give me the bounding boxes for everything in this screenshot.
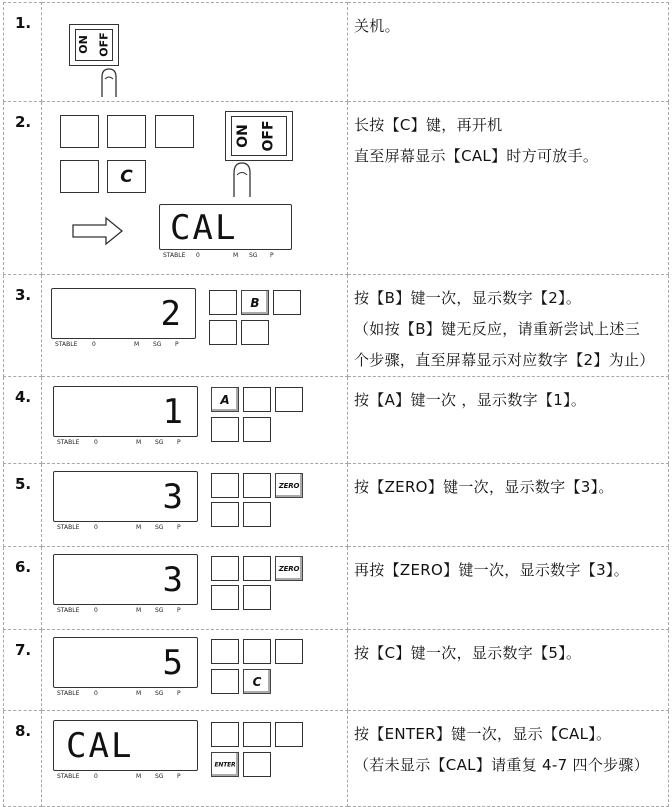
keypad-key	[243, 585, 271, 610]
step-row-1	[4, 3, 669, 102]
step-figure: 3 STABLE 0 M SG P ZERO	[42, 547, 348, 630]
finger-press-icon	[98, 67, 120, 97]
display-text: 1	[162, 392, 183, 432]
step-row-7	[4, 630, 669, 711]
lcd-display	[53, 720, 198, 771]
step-description: 按【ZERO】键一次，显示数字【3】。	[348, 464, 669, 547]
step-number: 2.	[4, 102, 42, 275]
step-figure: CAL STABLE 0 M SG P ENTER	[42, 711, 348, 807]
step-description: 再按【ZERO】键一次，显示数字【3】。	[348, 547, 669, 630]
step-figure: 1 STABLE 0 M SG P A	[42, 377, 348, 464]
keypad-key	[209, 290, 237, 315]
step-number: 4.	[4, 377, 42, 464]
keypad-key	[243, 473, 271, 498]
lcd-display	[53, 637, 198, 688]
keypad-key	[243, 502, 271, 527]
b-key: B	[241, 290, 269, 315]
a-key: A	[211, 387, 239, 412]
display-text: 3	[162, 560, 183, 600]
keypad-key	[209, 320, 237, 345]
switch-on-label: ON	[234, 124, 251, 148]
step-row-6	[4, 547, 669, 630]
keypad-key	[275, 722, 303, 747]
step-figure: C ON OFF CAL STABLE 0 M SG P	[42, 102, 348, 275]
switch-on-label: ON	[76, 35, 90, 54]
keypad-key	[107, 115, 146, 148]
power-switch	[69, 24, 119, 66]
display-text: 2	[160, 294, 181, 334]
step-description: 长按【C】键，再开机 直至屏幕显示【CAL】时方可放手。	[348, 102, 669, 275]
keypad-key	[211, 585, 239, 610]
keypad-key	[60, 115, 99, 148]
step-number: 5.	[4, 464, 42, 547]
step-description: 按【C】键一次，显示数字【5】。	[348, 630, 669, 711]
zero-key: ZERO	[275, 473, 303, 498]
right-arrow-icon	[72, 216, 124, 246]
lcd-display	[159, 204, 292, 250]
keypad-key	[273, 290, 301, 315]
step-row-4	[4, 377, 669, 464]
step-figure: 5 STABLE 0 M SG P C	[42, 630, 348, 711]
switch-off-label: OFF	[260, 120, 277, 152]
c-key: C	[243, 669, 271, 694]
step-number: 7.	[4, 630, 42, 711]
zero-key: ZERO	[275, 556, 303, 581]
keypad-key	[243, 639, 271, 664]
keypad-key	[275, 387, 303, 412]
keypad-key	[243, 387, 271, 412]
step-figure	[42, 3, 348, 102]
power-switch	[225, 111, 293, 161]
step-number: 3.	[4, 275, 42, 377]
display-text: CAL	[66, 726, 134, 766]
step-row-2	[4, 102, 669, 275]
lcd-display	[51, 288, 196, 339]
step-figure: 3 STABLE 0 M SG P ZERO	[42, 464, 348, 547]
step-row-5	[4, 464, 669, 547]
step-row-3	[4, 275, 669, 377]
keypad-key	[211, 669, 239, 694]
keypad-key	[275, 639, 303, 664]
step-description: 按【B】键一次，显示数字【2】。 （如按【B】键无反应，请重新尝试上述三 个步骤，直至屏幕显示对应数字【2】为止）	[348, 275, 669, 377]
keypad-key	[243, 722, 271, 747]
enter-key: ENTER	[211, 752, 239, 777]
lcd-display	[53, 554, 198, 605]
keypad-key	[211, 722, 239, 747]
keypad-key	[211, 473, 239, 498]
finger-press-icon	[230, 161, 254, 197]
step-description: 按【A】键一次 ，显示数字【1】。	[348, 377, 669, 464]
lcd-display	[53, 386, 198, 437]
keypad-key	[155, 115, 194, 148]
step-figure: 2 STABLE 0 M SG P B	[42, 275, 348, 377]
step-number: 8.	[4, 711, 42, 807]
step-description: 按【ENTER】键一次，显示【CAL】。 （若未显示【CAL】请重复 4-7 四个步骤）	[348, 711, 669, 807]
display-text: CAL	[170, 208, 238, 248]
display-text: 5	[162, 643, 183, 683]
keypad-key	[241, 320, 269, 345]
step-description: 关机。	[348, 3, 669, 102]
step-number: 6.	[4, 547, 42, 630]
keypad-key	[243, 417, 271, 442]
step-row-8	[4, 711, 669, 807]
display-text: 3	[162, 477, 183, 517]
keypad-key	[211, 639, 239, 664]
keypad-key	[243, 556, 271, 581]
keypad-key	[60, 160, 99, 193]
keypad-key	[211, 502, 239, 527]
c-key: C	[107, 160, 146, 193]
switch-off-label: OFF	[97, 32, 111, 57]
keypad-key	[211, 417, 239, 442]
lcd-display	[53, 471, 198, 522]
keypad-key	[243, 752, 271, 777]
procedure-table	[3, 2, 669, 807]
keypad-key	[211, 556, 239, 581]
step-number: 1.	[4, 3, 42, 102]
